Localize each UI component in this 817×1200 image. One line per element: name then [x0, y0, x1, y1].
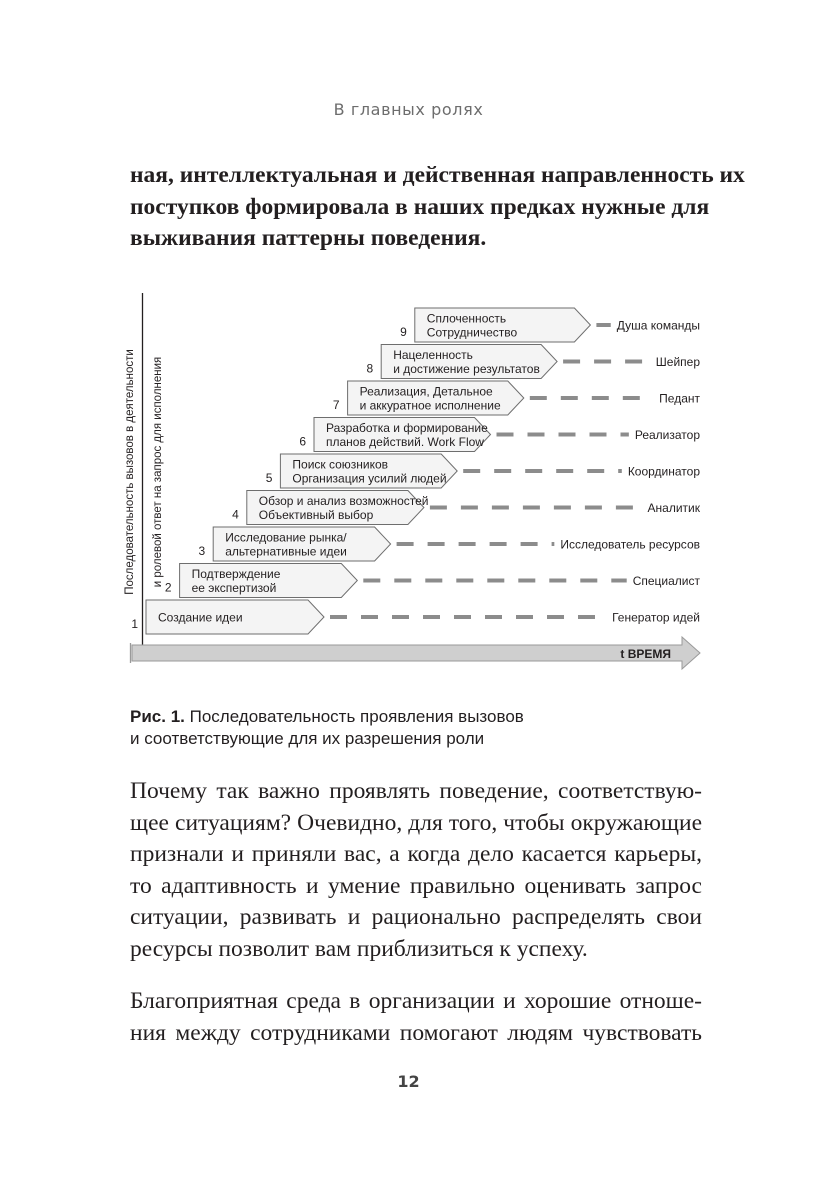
text-line: выживания паттерны поведения. [130, 225, 487, 251]
step-1-number: 1 [131, 617, 138, 631]
step-3-label-line: Исследование рынка/ [225, 530, 347, 545]
step-7-label-line: Реализация, Детальное [359, 384, 493, 399]
role-sequence-diagram [120, 285, 710, 680]
step-4 [232, 491, 701, 525]
figure-caption [130, 706, 650, 750]
step-9-number: 9 [400, 325, 407, 339]
step-2 [165, 564, 701, 598]
step-4-label-line: Объективный выбор [258, 508, 374, 522]
step-7 [333, 381, 701, 415]
caption-line-1: Последовательность проявления вызовов [184, 707, 524, 726]
step-6-number: 6 [299, 434, 306, 449]
caption-label: Рис. 1. [130, 707, 185, 726]
text-line: Благоприятная среда в организации и хорошие отноше- [130, 988, 702, 1014]
step-6-label-line: Разработка и формирование [326, 421, 488, 435]
step-4-number: 4 [232, 507, 239, 522]
step-8-role: Шейпер [655, 355, 700, 369]
step-4-label-line: Обзор и анализ возможностей [258, 494, 429, 508]
step-6 [299, 418, 700, 452]
text-line: то адаптивность и умение правильно оценивать запрос [130, 872, 702, 899]
text-line: щее ситуациям? Очевидно, для того, чтобы окружающие [130, 809, 702, 836]
text-line: поступков формировала в наших предках нужные для [130, 193, 710, 220]
text-line: признали и приняли вас, а когда дело касается карьеры, [130, 841, 702, 867]
step-9 [400, 308, 700, 342]
step-6-label-line: планов действий. Work Flow [326, 435, 484, 449]
time-axis-label: t ВРЕМЯ [620, 647, 671, 661]
text-line: ресурсы позволит вам приблизиться к успеху. [130, 935, 588, 962]
text-line: ситуации, развивать и рационально распределять свои [130, 904, 702, 930]
step-1-role: Генератор идей [612, 610, 700, 625]
body-paragraph-1 [130, 776, 702, 965]
step-2-role: Специалист [632, 574, 700, 588]
step-6-role: Реализатор [634, 428, 700, 442]
step-4-role: Аналитик [647, 501, 700, 515]
body-paragraph-2 [130, 986, 702, 1049]
page-number: 12 [397, 1072, 420, 1091]
step-8 [367, 345, 701, 379]
step-3-number: 3 [198, 544, 206, 558]
step-1 [131, 600, 700, 634]
running-head: В главных ролях [333, 100, 484, 119]
y-axis-label-2: и ролевой ответ на запрос для исполнения [152, 356, 164, 588]
time-axis-arrow [132, 637, 700, 669]
step-7-number: 7 [332, 398, 340, 412]
caption-line-2: и соответствующие для их разрешения роли [130, 729, 485, 748]
step-5-label-line: Организация усилий людей [292, 471, 447, 486]
step-1-label-line: Создание идеи [158, 610, 243, 625]
step-2-number: 2 [164, 580, 172, 595]
step-2-label-line: Подтверждение [191, 567, 281, 581]
step-8-number: 8 [366, 361, 374, 376]
step-5-label-line: Поиск союзников [292, 457, 389, 472]
text-line: ния между сотрудниками помогают людям чувствовать [130, 1019, 702, 1046]
step-7-role: Педант [659, 391, 700, 406]
step-3-label-line: альтернативные идеи [225, 544, 347, 559]
step-5 [266, 454, 701, 488]
text-line: Почему так важно проявлять поведение, соответствую- [130, 778, 702, 804]
step-7-label-line: и аккуратное исполнение [359, 398, 501, 413]
step-9-label-line: Сотрудничество [426, 325, 518, 340]
y-axis-label-1: Последовательность вызовов в деятельности [124, 349, 136, 595]
step-9-role: Душа команды [616, 318, 700, 333]
step-9-label-line: Сплоченность [426, 311, 507, 326]
step-3 [199, 527, 700, 561]
step-8-label-line: и достижение результатов [393, 362, 540, 376]
step-2-label-line: ее экспертизой [191, 581, 277, 595]
steps-layer [131, 308, 700, 634]
figure-1 [120, 285, 710, 680]
step-3-role: Исследователь ресурсов [560, 537, 700, 552]
step-5-role: Координатор [627, 464, 700, 479]
text-line: ная, интеллектуальная и действенная направленность их [130, 162, 745, 188]
intro-paragraph [130, 160, 745, 255]
step-8-label-line: Нацеленность [393, 348, 473, 362]
step-5-number: 5 [265, 471, 273, 485]
